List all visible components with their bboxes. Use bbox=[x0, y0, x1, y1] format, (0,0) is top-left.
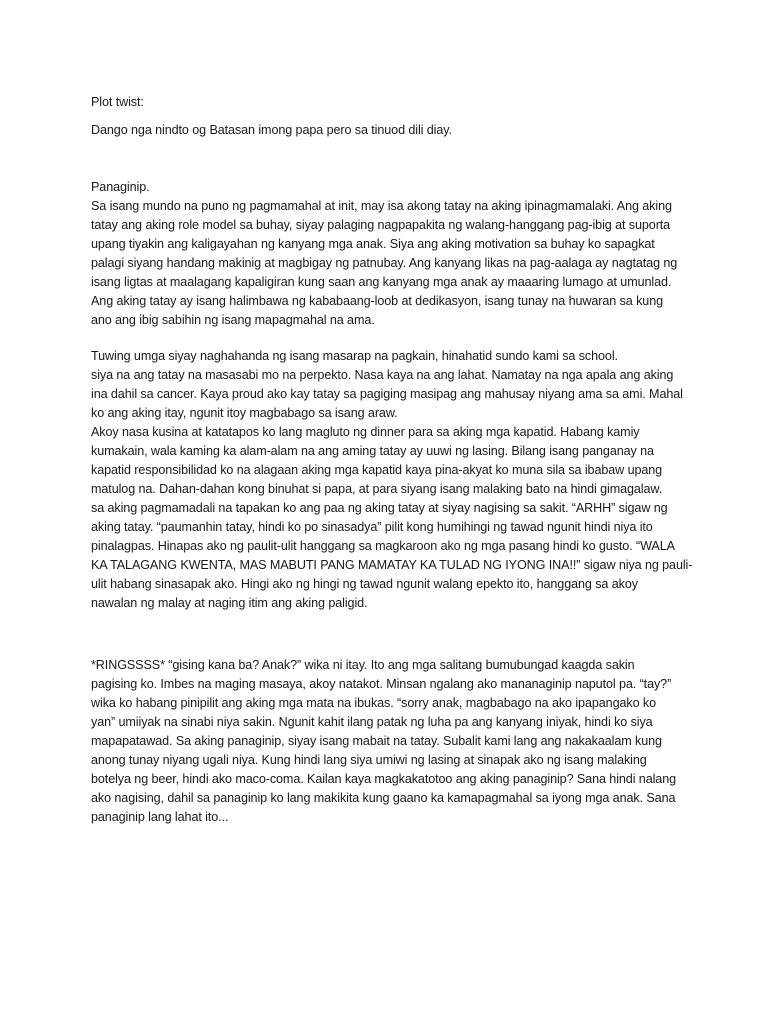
paragraph-line: Akoy nasa kusina at katatapos ko lang magluto ng dinner para sa aking mga kapatid. Habang kamiy bbox=[91, 425, 640, 439]
document-title bbox=[91, 93, 681, 112]
title-line: Plot twist: bbox=[91, 95, 144, 109]
paragraph-line: wika ko habang pinipilit ang aking mga mata na ibukas. “sorry anak, magbabago na ako ipapangako ko bbox=[91, 696, 656, 710]
intro-paragraph bbox=[91, 121, 681, 140]
paragraph-line: nawalan ng malay at naging itim ang aking paligid. bbox=[91, 596, 368, 610]
paragraph-line: ako nagising, dahil sa panaginip ko lang makikita kung gaano ka kamapagmahal sa iyong mga anak. Sana bbox=[91, 791, 676, 805]
paragraph-line: ano ang ibig sabihin ng isang mapagmahal na ama. bbox=[91, 313, 375, 327]
paragraph-2 bbox=[91, 347, 693, 613]
paragraph-line: mapapatawad. Sa aking panaginip, siyay isang mabait na tatay. Subalit kami lang ang nakakaalam kung bbox=[91, 734, 662, 748]
paragraph-line: botelya ng beer, hindi ako maco-coma. Kailan kaya magkakatotoo ang aking panaginip? Sana hindi nalang bbox=[91, 772, 677, 786]
paragraph-line: aking tatay. “paumanhin tatay, hindi ko po sinasadya” pilit kong humihingi ng tawad ngunit hindi niya ito bbox=[91, 520, 653, 534]
paragraph-line: upang tiyakin ang kaligayahan ng kanyang mga anak. Siya ang aking motivation sa buhay ko sapagkat bbox=[91, 237, 655, 251]
paragraph-line: *RINGSSSS* “gising kana ba? Anak?” wika ni itay. Ito ang mga salitang bumubungad kaagda sakin bbox=[91, 658, 635, 672]
paragraph-line: panaginip lang lahat ito... bbox=[91, 810, 229, 824]
paragraph-line: Sa isang mundo na puno ng pagmamahal at init, may isa akong tatay na aking ipinagmamalaki. Ang aking bbox=[91, 199, 672, 213]
paragraph-line: anong tunay niyang ugali niya. Kung hindi lang siya umiwi ng lasing at sinapak ako ng isang malaking bbox=[91, 753, 647, 767]
paragraph-line: kapatid responsibilidad ko na alagaan aking mga kapatid kaya pina-akyat ko muna sila sa ibabaw upang bbox=[91, 463, 663, 477]
paragraph-line: Ang aking tatay ay isang halimbawa ng kababaang-loob at dedikasyon, isang tunay na huwaran sa kung bbox=[91, 294, 664, 308]
paragraph-line: tatay ang aking role model sa buhay, siyay palaging nagpapakita ng walang-hanggang pag-ibig at suporta bbox=[91, 218, 671, 232]
intro-line: Dango nga nindto og Batasan imong papa pero sa tinuod dili diay. bbox=[91, 123, 452, 137]
paragraph-line: pagising ko. Imbes na maging masaya, akoy natakot. Minsan ngalang ako mananaginip naputol pa. “tay?” bbox=[91, 677, 672, 691]
paragraph-line: isang ligtas at maalagang kapaligiran kung saan ang kanyang mga anak ay maaaring lumago at umunlad. bbox=[91, 275, 672, 289]
paragraph-line: ulit habang sinasapak ako. Hingi ako ng hingi ng tawad ngunit walang epekto ito, hanggang sa akoy bbox=[91, 577, 638, 591]
paragraph-line: palagi siyang handang makinig at magbigay ng patnubay. Ang kanyang likas na pag-aalaga ay nagtatag ng bbox=[91, 256, 678, 270]
paragraph-3 bbox=[91, 656, 681, 827]
paragraph-line: matulog na. Dahan-dahan kong binuhat si papa, at para siyang isang malaking bato na hindi gimagalaw. bbox=[91, 482, 663, 496]
paragraph-line: Panaginip. bbox=[91, 180, 150, 194]
paragraph-line: ina dahil sa cancer. Kaya proud ako kay tatay sa pagiging masipag ang mahusay niyang ama sa ami. Mahal bbox=[91, 387, 683, 401]
paragraph-line: ko ang aking itay, ngunit itoy magbabago sa isang araw. bbox=[91, 406, 398, 420]
paragraph-line: KA TALAGANG KWENTA, MAS MABUTI PANG MAMATAY KA TULAD NG IYONG INA!!” sigaw niya ng pauli- bbox=[91, 558, 693, 572]
paragraph-line: kumakain, wala kaming ka alam-alam na ang aming tatay ay uuwi ng lasing. Bilang isang panganay na bbox=[91, 444, 654, 458]
paragraph-line: siya na ang tatay na masasabi mo na perpekto. Nasa kaya na ang lahat. Namatay na nga apala ang aking bbox=[91, 368, 674, 382]
paragraph-line: Tuwing umga siyay naghahanda ng isang masarap na pagkain, hinahatid sundo kami sa school. bbox=[91, 349, 618, 363]
paragraph-line: pinalagpas. Hinapas ako ng paulit-ulit hanggang sa magkaroon ako ng mga pasang hindi ko gusto. “WALA bbox=[91, 539, 675, 553]
paragraph-1 bbox=[91, 178, 681, 330]
paragraph-line: yan” umiiyak na sinabi niya sakin. Ngunit kahit ilang patak ng luha pa ang kanyang iniyak, hindi ko siya bbox=[91, 715, 653, 729]
paragraph-line: sa aking pagmamadali na tapakan ko ang paa ng aking tatay at siyay nagising sa sakit. “ARHH” sigaw ng bbox=[91, 501, 668, 515]
